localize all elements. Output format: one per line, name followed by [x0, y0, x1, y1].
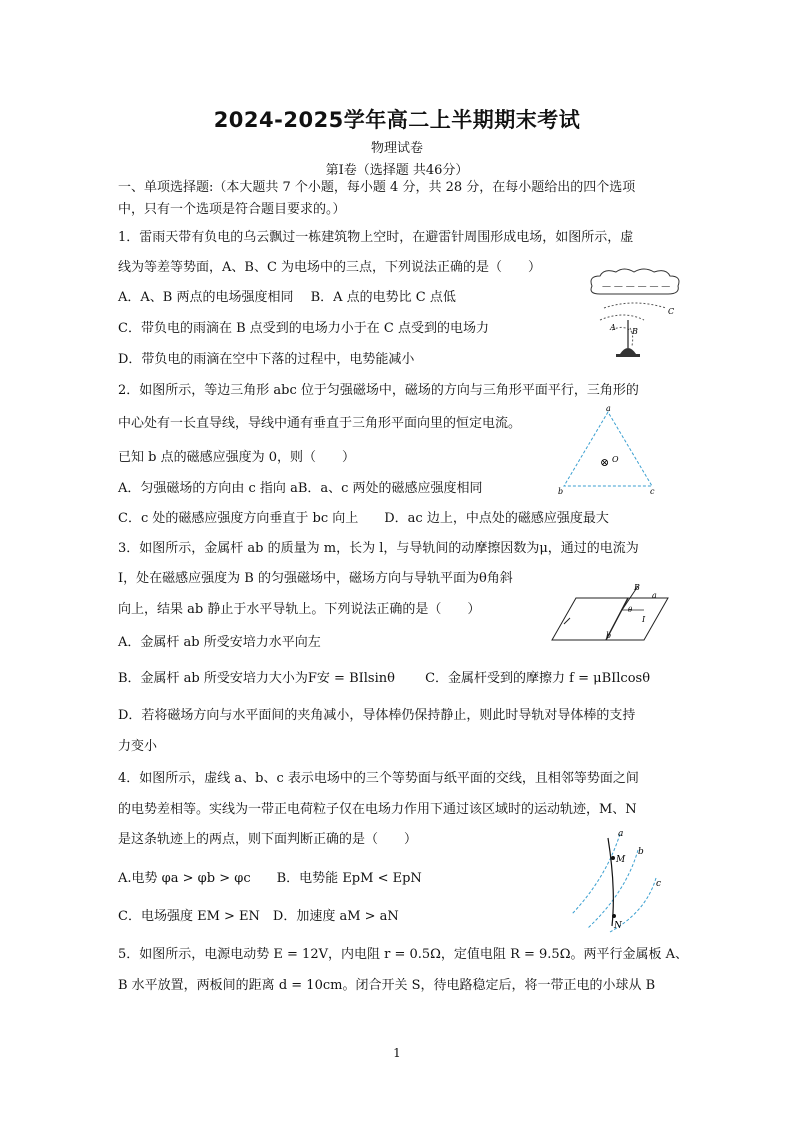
- q1-figure-cloud-lightning-rod: [584, 268, 684, 368]
- svg-text:— — — — — —: — — — — — —: [602, 282, 671, 292]
- q2-stem-line-3: 已知 b 点的磁感应强度为 0，则（ ）: [118, 450, 355, 465]
- q3-fig-label-b: b: [606, 631, 612, 640]
- q4-figure-equipotentials: [566, 828, 676, 936]
- q1-stem-line-1: 1．雷雨天带有负电的乌云飘过一栋建筑物上空时，在避雷针周围形成电场，如图所示，虚: [118, 230, 634, 245]
- q4-option-a-b: A.电势 φa > φb > φc B．电势能 EpM < EpN: [118, 871, 422, 886]
- q3-option-d-line-1: D．若将磁场方向与水平面间的夹角减小，导体棒仍保持静止，则此时导轨对导体棒的支持: [118, 708, 636, 723]
- q2-option-a: A．匀强磁场的方向由 c 指向 aB．a、c 两处的磁感应强度相同: [118, 481, 483, 496]
- q3-stem-line-3: 向上，结果 ab 静止于水平导轨上。下列说法正确的是（ ）: [118, 602, 481, 617]
- q5-stem-line-1: 5．如图所示，电源电动势 E = 12V，内电阻 r = 0.5Ω，定值电阻 R = 9.5Ω。两平行金属板 A、: [118, 947, 688, 962]
- q3-fig-label-theta: θ: [628, 606, 633, 614]
- q3-fig-label-a: a: [652, 591, 657, 600]
- q3-option-b-c: B．金属杆 ab 所受安培力大小为F安 = BIlsinθ C．金属杆受到的摩擦力 f = μBIlcosθ: [118, 671, 651, 686]
- q5-stem-line-2: B 水平放置，两板间的距离 d = 10cm。闭合开关 S，待电路稳定后，将一带正电的小球从 B: [118, 978, 656, 993]
- q2-stem-line-2: 中心处有一长直导线，导线中通有垂直于三角形平面向里的恒定电流。: [118, 416, 522, 431]
- q3-stem-line-2: I，处在磁感应强度为 B 的匀强磁场中，磁场方向与导轨平面为θ角斜: [118, 571, 513, 586]
- q2-fig-label-c: c: [650, 487, 655, 496]
- exam-title: 2024-2025学年高二上半期期末考试: [213, 108, 581, 132]
- q3-option-d-line-2: 力变小: [118, 739, 158, 754]
- subject-label: 物理试卷: [370, 141, 423, 156]
- q2-option-c: C．c 处的磁感应强度方向垂直于 bc 向上 D．ac 边上，中点处的磁感应强度最大: [118, 511, 609, 526]
- q2-current-into-page-icon: ⊗: [600, 456, 610, 469]
- q1-option-c: C．带负电的雨滴在 B 点受到的电场力小于在 C 点受到的电场力: [118, 321, 489, 336]
- q2-fig-label-a: a: [606, 404, 611, 413]
- q4-stem-line-3: 是这条轨迹上的两点，则下面判断正确的是（ ）: [118, 832, 418, 847]
- instructions-line-2: 中，只有一个选项是符合题目要求的。）: [118, 202, 346, 217]
- q1-option-d: D．带负电的雨滴在空中下落的过程中，电势能减小: [118, 352, 415, 367]
- q4-fig-label-c: c: [656, 879, 662, 889]
- q1-fig-label-c: C: [668, 307, 675, 316]
- page-number: 1: [393, 1046, 401, 1060]
- q3-option-a: A．金属杆 ab 所受安培力水平向左: [118, 635, 321, 650]
- q4-fig-label-b: b: [638, 847, 644, 857]
- section-heading: 第Ⅰ卷（选择题 共46分）: [325, 163, 469, 178]
- q4-fig-label-a: a: [618, 829, 624, 839]
- instructions-line-1: 一、单项选择题:（本大题共 7 个小题，每小题 4 分，共 28 分，在每小题给出的四个选项: [118, 180, 636, 195]
- q4-stem-line-1: 4．如图所示，虚线 a、b、c 表示电场中的三个等势面与纸平面的交线，且相邻等势面之间: [118, 771, 639, 786]
- q2-figure-triangle: [556, 404, 666, 496]
- q2-fig-label-b: b: [558, 487, 564, 496]
- q4-option-c-d: C．电场强度 EM > EN D．加速度 aM > aN: [118, 909, 399, 924]
- q3-fig-label-field: B: [634, 583, 640, 592]
- q3-fig-label-current: I: [642, 615, 646, 624]
- q1-stem-line-2: 线为等差等势面，A、B、C 为电场中的三点，下列说法正确的是（ ）: [118, 260, 542, 275]
- q2-stem-line-1: 2．如图所示，等边三角形 abc 位于匀强磁场中，磁场的方向与三角形平面平行，三角形的: [118, 383, 639, 398]
- q4-fig-label-m: M: [616, 855, 626, 865]
- q1-option-a: A．A、B 两点的电场强度相同 B．A 点的电势比 C 点低: [118, 290, 456, 305]
- q1-fig-label-a: A: [610, 323, 616, 332]
- q4-stem-line-2: 的电势差相等。实线为一带正电荷粒子仅在电场力作用下通过该区域时的运动轨迹，M、N: [118, 802, 637, 817]
- q3-stem-line-1: 3．如图所示，金属杆 ab 的质量为 m，长为 l，与导轨间的动摩擦因数为μ，通过的电流为: [118, 541, 639, 556]
- q2-fig-label-o: O: [612, 455, 619, 464]
- q4-fig-label-n: N: [614, 921, 622, 931]
- q3-figure-rails: [548, 580, 674, 648]
- q1-fig-label-b: B: [632, 327, 638, 336]
